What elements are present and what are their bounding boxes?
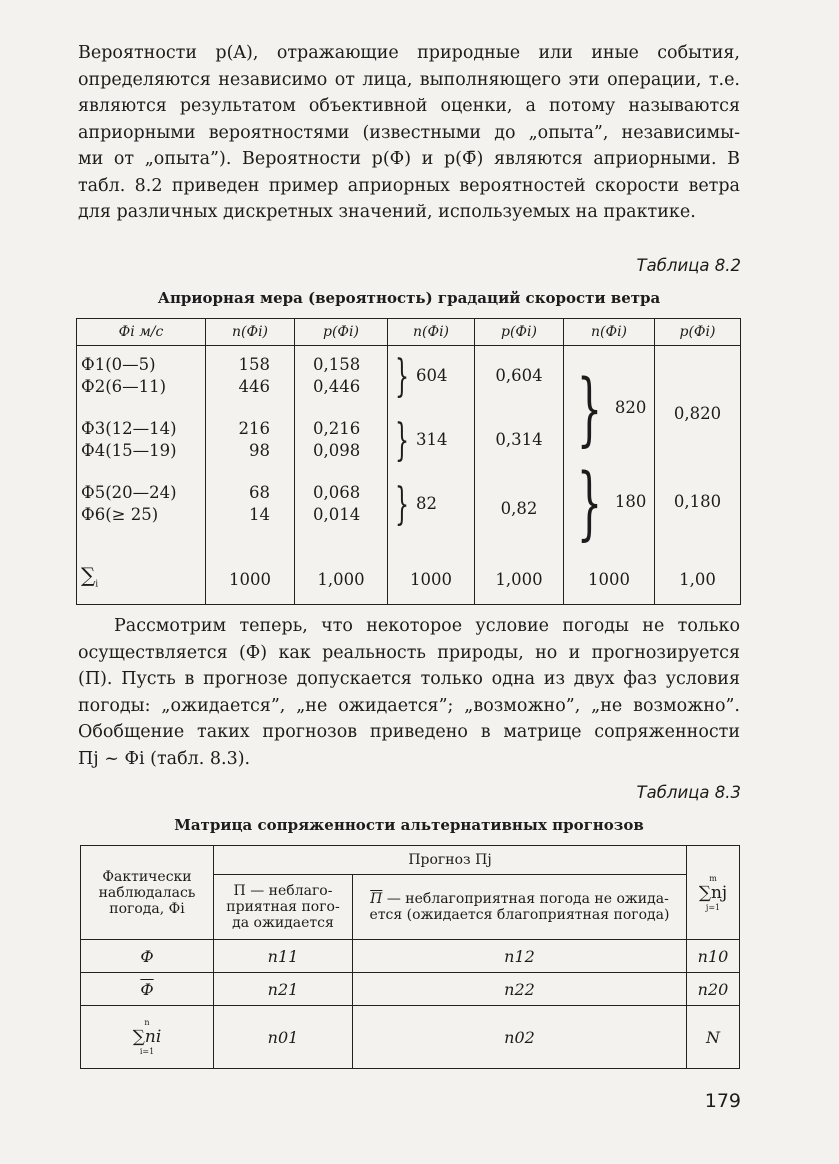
table-cell: 0,158 xyxy=(313,355,361,374)
unfavorable-not-expected-header: П — неблагоприятная погода не ожида-ется (ожидается благоприятная погода) xyxy=(353,875,687,940)
forecast-header: Прогноз Пj xyxy=(214,846,687,875)
sum-label: $\sum_i$ xyxy=(77,554,206,605)
col-header: p(Фi) xyxy=(295,319,388,346)
text-line: Пj ~ Фi (табл. 8.3). xyxy=(78,748,251,769)
col-header: n(Фi) xyxy=(206,319,295,346)
table-cell: n11 xyxy=(214,940,353,973)
table-cell: 446 xyxy=(238,377,270,396)
table-cell: 68 xyxy=(249,483,270,502)
col-header: n(Фi) xyxy=(388,319,475,346)
table-8-2-caption: Таблица 8.2 xyxy=(636,256,741,275)
table-cell: 1,000 xyxy=(295,554,388,605)
row-label: Ф1(0—5) xyxy=(81,355,156,374)
table-cell: n12 xyxy=(353,940,687,973)
table-cell: 98 xyxy=(249,441,270,460)
grouped-cell: } 604 xyxy=(395,350,448,402)
table-body xyxy=(77,346,741,555)
grouped-cell: } 82 xyxy=(395,478,437,530)
table-cell: 1,00 xyxy=(655,554,741,605)
table-cell: 0,82 xyxy=(500,499,538,518)
group2-p-column xyxy=(475,346,564,555)
grouped-cell: } 180 xyxy=(576,455,647,549)
table-cell: 0,604 xyxy=(495,366,543,385)
row-label: Ф5(20—24) xyxy=(81,483,177,502)
text-line: табл. 8.2 приведен пример априорных вероятностей скорости ветра xyxy=(78,175,740,196)
contingency-matrix-table xyxy=(80,845,740,1069)
sum-row xyxy=(81,1006,740,1069)
labels-column xyxy=(77,346,206,555)
table-cell: 1000 xyxy=(564,554,655,605)
text-line: определяются независимо от лица, выполняющего эти операции, т.е. xyxy=(78,69,740,90)
table-cell: 0,820 xyxy=(673,404,722,423)
table-cell: 216 xyxy=(238,419,270,438)
brace-icon: } xyxy=(395,478,409,530)
grouped-cell: } 314 xyxy=(395,414,448,466)
grouped-cell: } 820 xyxy=(576,361,647,455)
text-line: для различных дискретных значений, используемых на практике. xyxy=(78,202,696,222)
text-line: априорными вероятностями (известными до „опыта”, независимы- xyxy=(78,122,740,143)
brace-icon: } xyxy=(395,414,409,466)
col-header: Фi м/с xyxy=(77,319,206,346)
table-cell: 0,014 xyxy=(313,505,361,524)
table-cell: n22 xyxy=(353,973,687,1006)
table-cell: 0,098 xyxy=(313,441,361,460)
unfavorable-expected-header: П — неблаго-приятная пого-да ожидается xyxy=(214,875,353,940)
table-header-row xyxy=(81,846,740,875)
brace-icon: } xyxy=(576,455,603,549)
p-column xyxy=(295,346,388,555)
sum-row xyxy=(77,554,741,605)
text-line: погоды: „ожидается”, „не ожидается”; „возможно”, „не возможно”. xyxy=(78,695,740,716)
table-row xyxy=(81,940,740,973)
text-line: ми от „опыта”). Вероятности p(Ф) и p(Ф̄) являются априорными. В xyxy=(78,149,740,169)
col-header: n(Фi) xyxy=(564,319,655,346)
table-8-3-title: Матрица сопряженности альтернативных прогнозов xyxy=(174,816,644,834)
paragraph-1 xyxy=(78,40,740,226)
table-cell: 1000 xyxy=(206,554,295,605)
table-cell: 0,216 xyxy=(313,419,361,438)
brace-icon: } xyxy=(395,350,409,402)
text-line: Вероятности p(A), отражающие природные или иные события, xyxy=(78,43,740,63)
page-number: 179 xyxy=(704,1090,741,1112)
col-header: p(Фi) xyxy=(655,319,741,346)
table-8-3-caption: Таблица 8.3 xyxy=(636,783,741,802)
table-cell: 0,446 xyxy=(313,377,361,396)
group3-p-column xyxy=(655,346,741,555)
group3-n-column xyxy=(564,346,655,555)
table-cell: 1000 xyxy=(388,554,475,605)
table-header-row xyxy=(77,319,741,346)
row-label: Ф3(12—14) xyxy=(81,419,177,438)
text-line: являются результатом объективной оценки, а потому называются xyxy=(78,96,740,116)
group2-n-column xyxy=(388,346,475,555)
table-cell: 158 xyxy=(238,355,270,374)
row-label: Ф2(6—11) xyxy=(81,377,167,396)
table-cell: n20 xyxy=(687,973,740,1006)
table-cell: n02 xyxy=(353,1006,687,1069)
table-8-2-title: Априорная мера (вероятность) градаций скорости ветра xyxy=(157,289,661,307)
table-cell: 0,180 xyxy=(673,492,722,511)
table-cell: 1,000 xyxy=(475,554,564,605)
table-cell: 14 xyxy=(249,505,270,524)
sum-row-label: n ∑ni i=1 xyxy=(81,1006,214,1069)
row-label: Ф4(15—19) xyxy=(81,441,177,460)
text-line: (П). Пусть в прогнозе допускается только одна из двух фаз условия xyxy=(78,669,740,689)
col-header: p(Фi) xyxy=(475,319,564,346)
brace-icon: } xyxy=(576,361,603,455)
wind-speed-probability-table xyxy=(76,318,741,605)
table-cell: n21 xyxy=(214,973,353,1006)
table-row xyxy=(81,973,740,1006)
table-cell: n10 xyxy=(687,940,740,973)
text-line: Обобщение таких прогнозов приведено в матрице сопряженности xyxy=(78,722,740,742)
observed-weather-header: Фактически наблюдалась погода, Фi xyxy=(81,846,214,940)
table-cell: 0,068 xyxy=(313,483,361,502)
row-label: Ф xyxy=(81,973,214,1006)
row-label: Ф xyxy=(81,940,214,973)
table-cell: 0,314 xyxy=(495,430,543,449)
row-label: Ф6(≥ 25) xyxy=(81,505,159,524)
table-cell: n01 xyxy=(214,1006,353,1069)
table-cell: N xyxy=(687,1006,740,1069)
text-line: Рассмотрим теперь, что некоторое условие погоды не только xyxy=(114,616,740,636)
text-line: осуществляется (Ф) как реальность природы, но и прогнозируется xyxy=(78,642,740,663)
paragraph-2 xyxy=(78,613,740,772)
sum-col-header: m ∑nj j=1 xyxy=(687,846,740,940)
n-column xyxy=(206,346,295,555)
